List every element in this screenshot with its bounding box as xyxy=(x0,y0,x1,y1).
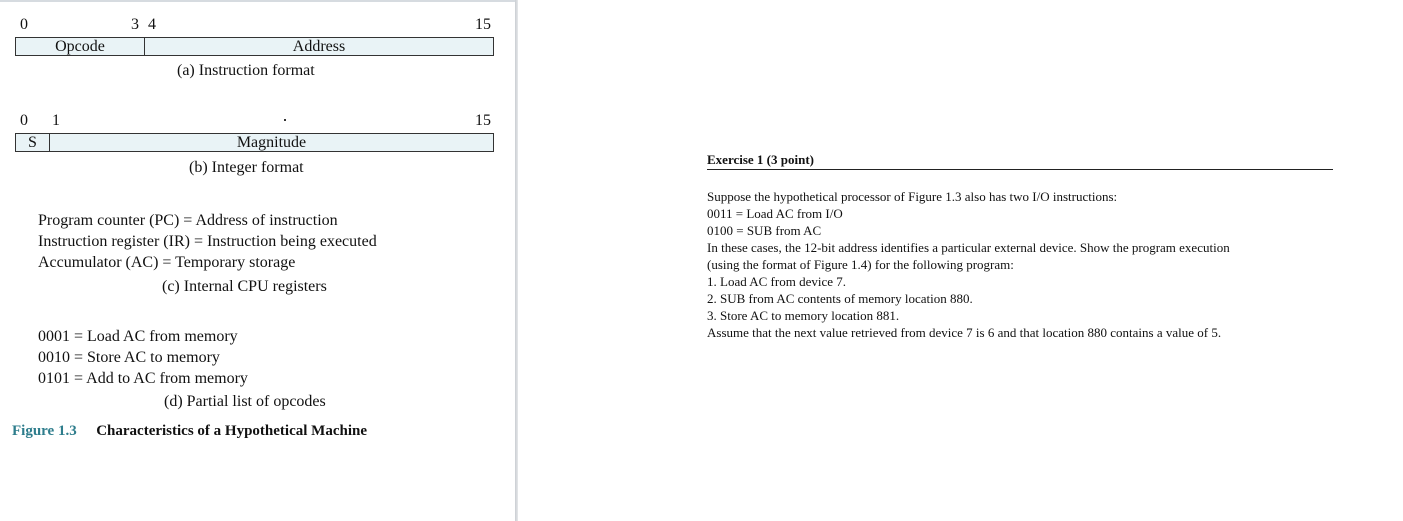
exercise-line: Suppose the hypothetical processor of Figure 1.3 also has two I/O instructions: xyxy=(707,189,1118,204)
exercise-line: Assume that the next value retrieved from device 7 is 6 and that location 880 contains a value of 5. xyxy=(707,325,1222,340)
exercise-title: Exercise 1 (3 point) xyxy=(707,152,1333,170)
bit-label-0: 0 xyxy=(20,16,28,33)
register-line-ac: Accumulator (AC) = Temporary storage xyxy=(38,254,296,271)
integer-format-box xyxy=(15,133,494,152)
registers-caption: (c) Internal CPU registers xyxy=(162,278,327,295)
integer-format-caption: (b) Integer format xyxy=(189,159,304,176)
figure-title: Characteristics of a Hypothetical Machine xyxy=(96,423,367,439)
stray-dot xyxy=(284,119,286,121)
registers-list xyxy=(38,210,377,273)
register-line-ir: Instruction register (IR) = Instruction being executed xyxy=(38,233,377,250)
exercise-body xyxy=(707,188,1347,341)
exercise-line: (using the format of Figure 1.4) for the following program: xyxy=(707,257,1014,272)
exercise-line: 1. Load AC from device 7. xyxy=(707,274,846,289)
exercise-panel xyxy=(518,0,1403,521)
exercise-line: In these cases, the 12-bit address identifies a particular external device. Show the program execution xyxy=(707,240,1230,255)
register-line-pc: Program counter (PC) = Address of instruction xyxy=(38,212,338,229)
opcodes-caption: (d) Partial list of opcodes xyxy=(164,393,326,410)
instruction-format-box xyxy=(15,37,494,56)
bit-label-15: 15 xyxy=(475,16,491,33)
int-bit-label-1: 1 xyxy=(52,112,60,129)
int-bit-label-15: 15 xyxy=(475,112,491,129)
figure-label xyxy=(12,423,367,440)
exercise-line: 0100 = SUB from AC xyxy=(707,223,822,238)
exercise-line: 0011 = Load AC from I/O xyxy=(707,206,843,221)
figure-panel xyxy=(0,0,515,521)
sign-field: S xyxy=(16,134,50,151)
address-field: Address xyxy=(292,38,346,55)
instruction-format-caption: (a) Instruction format xyxy=(177,62,315,79)
figure-number: Figure 1.3 xyxy=(12,423,77,439)
opcode-list xyxy=(38,326,248,389)
int-bit-label-0: 0 xyxy=(20,112,28,129)
opcode-line-store: 0010 = Store AC to memory xyxy=(38,349,220,366)
opcode-line-load: 0001 = Load AC from memory xyxy=(38,328,238,345)
bit-label-3: 3 xyxy=(131,16,139,33)
bit-label-4: 4 xyxy=(148,16,156,33)
exercise-line: 3. Store AC to memory location 881. xyxy=(707,308,900,323)
opcode-field: Opcode xyxy=(16,38,145,55)
opcode-line-add: 0101 = Add to AC from memory xyxy=(38,370,248,387)
exercise-line: 2. SUB from AC contents of memory location 880. xyxy=(707,291,973,306)
magnitude-field: Magnitude xyxy=(236,134,307,151)
